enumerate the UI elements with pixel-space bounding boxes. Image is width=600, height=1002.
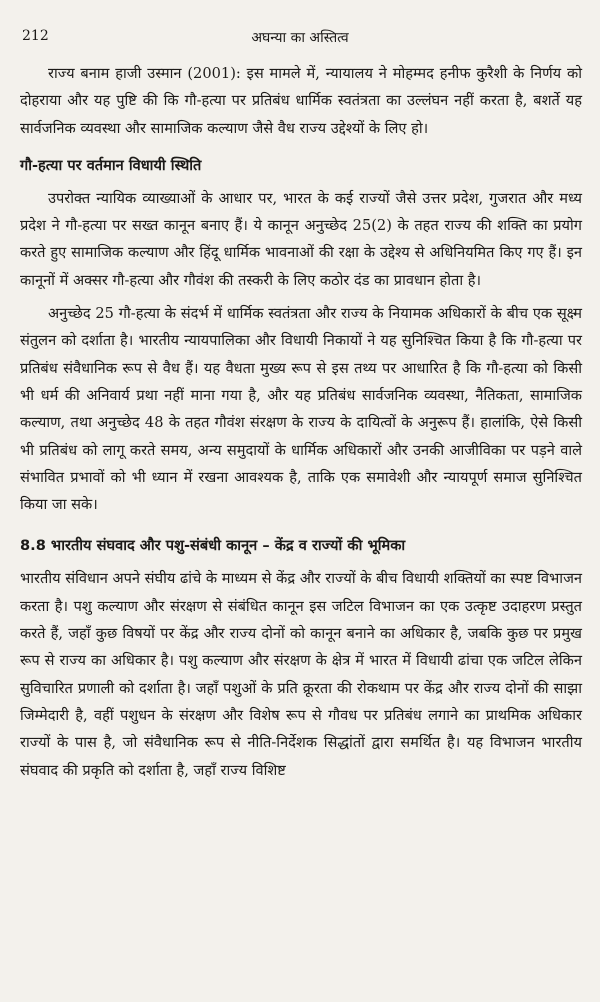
page-content: [20, 60, 582, 784]
paragraph-article-25-balance: अनुच्छेद 25 गौ-हत्या के संदर्भ में धार्मिक स्वतंत्रता और राज्य के नियामक अधिकारों के बीच एक सूक्ष्म संतुलन को दर्शाता है। भारतीय न्यायपालिका और विधायी निकायों ने यह सुनिश्चित किया है कि गौ-हत्या पर प्रतिबंध संवैधानिक रूप से वैध हैं। यह वैधता मुख्य रूप से इस तथ्य पर आधारित है कि गौ-हत्या को किसी भी धर्म की अनिवार्य प्रथा नहीं माना गया है, और यह प्रतिबंध सार्वजनिक व्यवस्था, नैतिकता, सामाजिक कल्याण, तथा अनुच्छेद 48 के तहत गौवंश संरक्षण के राज्य के दायित्वों के अनुरूप हैं। हालांकि, ऐसे किसी भी प्रतिबंध को लागू करते समय, अन्य समुदायों के धार्मिक अधिकारों और उनकी आजीविका पर पड़ने वाले संभावित प्रभावों को भी ध्यान में रखना आवश्यक है, ताकि एक समावेशी और न्यायपूर्ण समाज सुनिश्चित किया जा सके।: [20, 305, 582, 514]
section-heading-federalism: 8.8 भारतीय संघवाद और पशु-संबंधी कानून – केंद्र व राज्यों की भूमिका: [20, 537, 406, 555]
page-number: 212: [22, 28, 49, 44]
running-head: [22, 28, 578, 50]
paragraph-federal-structure: भारतीय संविधान अपने संघीय ढांचे के माध्यम से केंद्र और राज्यों के बीच विधायी शक्तियों का स्पष्ट विभाजन करता है। पशु कल्याण और संरक्षण से संबंधित कानून इस जटिल विभाजन का एक उत्कृष्ट उदाहरण प्रस्तुत करते हैं, जहाँ कुछ विषयों पर केंद्र और राज्य दोनों को कानून बनाने का अधिकार है, जबकि कुछ पर प्रमुख रूप से राज्य का अधिकार है। पशु कल्याण और संरक्षण के क्षेत्र में भारत में विधायी ढांचा एक जटिल लेकिन सुविचारित प्रणाली को दर्शाता है। जहाँ पशुओं के प्रति क्रूरता की रोकथाम पर केंद्र और राज्य दोनों की साझा जिम्मेदारी है, वहीं पशुधन के संरक्षण और विशेष रूप से गौवध पर प्रतिबंध लगाने का प्राथमिक अधिकार राज्यों के पास है, जो संवैधानिक रूप से नीति-निर्देशक सिद्धांतों द्वारा समर्थित है। यह विभाजन भारतीय संघवाद की प्रकृति को दर्शाता है, जहाँ राज्य विशिष्ट: [20, 570, 583, 779]
paragraph-haji-usman-case: राज्य बनाम हाजी उस्मान (2001): इस मामले में, न्यायालय ने मोहम्मद हनीफ कुरैशी के निर्णय को दोहराया और यह पुष्टि की कि गौ-हत्या पर प्रतिबंध धार्मिक स्वतंत्रता का उल्लंघन नहीं करता है, बशर्ते यह सार्वजनिक व्यवस्था और सामाजिक कल्याण जैसे वैध राज्य उद्देश्यों के लिए हो।: [20, 65, 582, 137]
section-heading-legislative-status: गौ-हत्या पर वर्तमान विधायी स्थिति: [20, 156, 202, 174]
paragraph-state-laws: उपरोक्त न्यायिक व्याख्याओं के आधार पर, भारत के कई राज्यों जैसे उत्तर प्रदेश, गुजरात और मध्य प्रदेश ने गौ-हत्या पर सख्त कानून बनाए हैं। ये कानून अनुच्छेद 25(2) के तहत राज्य की शक्ति का प्रयोग करते हुए सामाजिक कल्याण और हिंदू धार्मिक भावनाओं की रक्षा के उद्देश्य से अधिनियमित किए गए हैं। इन कानूनों में अक्सर गौ-हत्या और गौवंश की तस्करी के लिए कठोर दंड का प्रावधान होता है।: [20, 189, 582, 289]
running-title: अघन्या का अस्तित्व: [251, 30, 349, 46]
